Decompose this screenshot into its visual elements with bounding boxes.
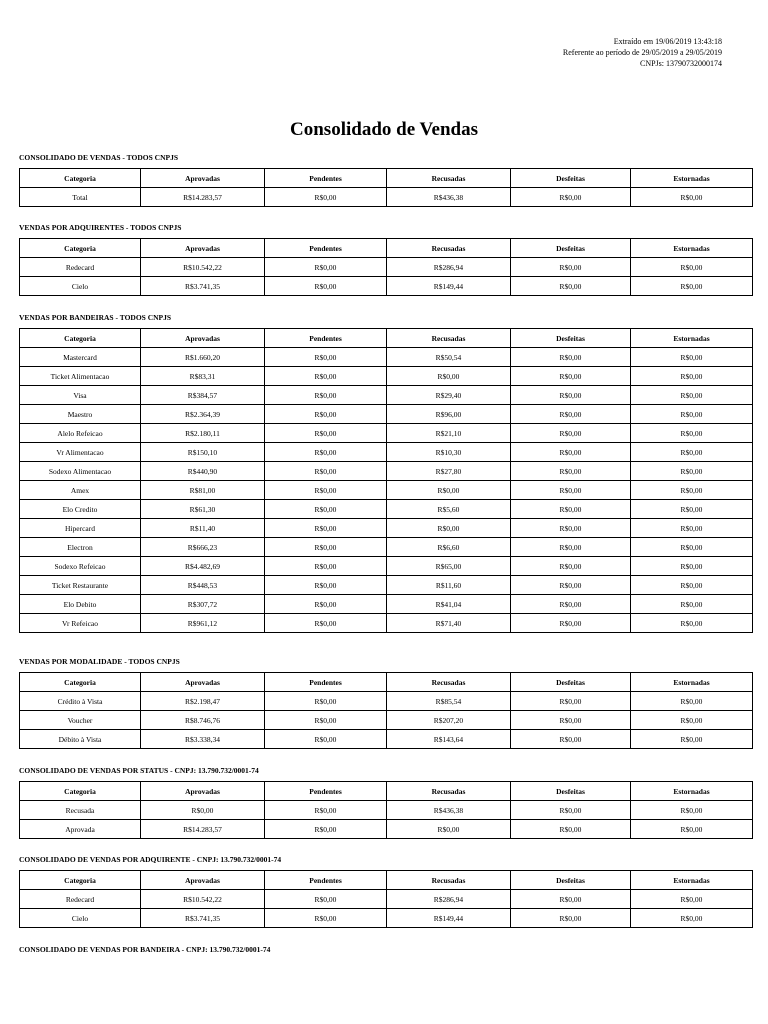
column-header: Estornadas [631,169,753,188]
table-cell: Redecard [20,890,141,909]
table-cell: R$150,10 [141,443,265,462]
table-cell: R$0,00 [265,500,387,519]
table-cell: Crédito à Vista [20,692,141,711]
table-row [20,367,753,386]
table-cell: R$0,00 [631,500,753,519]
table-header-row [20,239,753,258]
table-cell: R$0,00 [511,367,631,386]
table-row [20,595,753,614]
table-cell: Elo Debito [20,595,141,614]
section-title: VENDAS POR ADQUIRENTES - TODOS CNPJS [19,223,182,232]
table-cell: R$0,00 [631,188,753,207]
table-cell: R$0,00 [631,481,753,500]
report-section [19,313,752,633]
table-cell: Ticket Restaurante [20,576,141,595]
column-header: Recusadas [387,169,511,188]
table-cell: R$0,00 [265,909,387,928]
table-cell: R$0,00 [265,692,387,711]
report-section [19,153,752,207]
table-header-row [20,871,753,890]
table-cell: R$65,00 [387,557,511,576]
table-cell: R$3.338,34 [141,730,265,749]
table-cell: R$0,00 [265,614,387,633]
section-title: VENDAS POR MODALIDADE - TODOS CNPJS [19,657,180,666]
table-cell: R$2.198,47 [141,692,265,711]
table-cell: R$0,00 [631,277,753,296]
column-header: Desfeitas [511,871,631,890]
table-cell: Visa [20,386,141,405]
table-cell: R$440,90 [141,462,265,481]
section-title: CONSOLIDADO DE VENDAS - TODOS CNPJS [19,153,178,162]
table-cell: R$0,00 [511,538,631,557]
column-header: Aprovadas [141,169,265,188]
table-cell: R$0,00 [631,692,753,711]
table-cell: R$0,00 [387,481,511,500]
table-cell: Cielo [20,909,141,928]
table-cell: R$10,30 [387,443,511,462]
sales-table [19,328,753,633]
table-cell: R$5,60 [387,500,511,519]
table-cell: Ticket Alimentacao [20,367,141,386]
column-header: Desfeitas [511,673,631,692]
table-cell: Amex [20,481,141,500]
table-cell: R$0,00 [511,730,631,749]
table-cell: Voucher [20,711,141,730]
table-cell: R$436,38 [387,188,511,207]
table-cell: R$0,00 [511,557,631,576]
column-header: Aprovadas [141,782,265,801]
table-cell: R$0,00 [631,538,753,557]
table-cell: R$14.283,57 [141,820,265,839]
sales-table [19,781,753,839]
table-row [20,386,753,405]
table-cell: R$1.660,20 [141,348,265,367]
report-section [19,657,752,749]
table-cell: R$85,54 [387,692,511,711]
report-period: Referente ao período de 29/05/2019 a 29/05/2019 [562,48,722,57]
table-row [20,692,753,711]
table-cell: R$10.542,22 [141,258,265,277]
sales-table [19,672,753,749]
table-cell: Elo Credito [20,500,141,519]
table-cell: R$0,00 [511,386,631,405]
table-cell: R$0,00 [511,188,631,207]
table-header-row [20,329,753,348]
table-cell: R$207,20 [387,711,511,730]
table-cell: R$0,00 [631,348,753,367]
table-cell: Alelo Refeicao [20,424,141,443]
table-cell: R$666,23 [141,538,265,557]
table-row [20,614,753,633]
table-cell: R$286,94 [387,258,511,277]
table-header-row [20,673,753,692]
table-row [20,557,753,576]
table-cell: R$0,00 [631,576,753,595]
table-cell: R$0,00 [265,348,387,367]
report-section [19,855,752,928]
table-cell: R$143,64 [387,730,511,749]
table-cell: Mastercard [20,348,141,367]
table-cell: Electron [20,538,141,557]
table-row [20,538,753,557]
table-cell: R$0,00 [511,277,631,296]
table-row [20,711,753,730]
page-title: Consolidado de Vendas [290,119,478,140]
table-cell: R$0,00 [631,258,753,277]
column-header: Pendentes [265,169,387,188]
table-cell: R$0,00 [265,538,387,557]
table-cell: R$0,00 [265,443,387,462]
table-cell: Redecard [20,258,141,277]
table-cell: R$0,00 [511,519,631,538]
table-cell: R$0,00 [265,462,387,481]
table-row [20,481,753,500]
table-cell: R$0,00 [511,348,631,367]
table-cell: R$11,40 [141,519,265,538]
table-cell: R$0,00 [511,258,631,277]
table-cell: R$0,00 [511,820,631,839]
table-cell: R$0,00 [511,692,631,711]
column-header: Categoria [20,239,141,258]
extracted-date: Extraído em 19/06/2019 13:43:18 [613,37,722,46]
table-row [20,424,753,443]
report-section [19,945,752,955]
column-header: Recusadas [387,782,511,801]
table-cell: R$0,00 [511,890,631,909]
column-header: Categoria [20,871,141,890]
column-header: Estornadas [631,673,753,692]
table-cell: R$0,00 [511,614,631,633]
report-section [19,223,752,296]
table-cell: R$10.542,22 [141,890,265,909]
table-row [20,909,753,928]
column-header: Desfeitas [511,329,631,348]
table-cell: R$29,40 [387,386,511,405]
table-cell: R$0,00 [265,820,387,839]
table-cell: R$961,12 [141,614,265,633]
table-cell: R$81,00 [141,481,265,500]
table-cell: R$14.283,57 [141,188,265,207]
table-header-row [20,782,753,801]
column-header: Estornadas [631,329,753,348]
table-cell: R$384,57 [141,386,265,405]
table-cell: R$0,00 [511,500,631,519]
column-header: Aprovadas [141,871,265,890]
table-cell: R$27,80 [387,462,511,481]
table-cell: R$0,00 [631,519,753,538]
table-row [20,462,753,481]
table-cell: R$436,38 [387,801,511,820]
column-header: Categoria [20,329,141,348]
table-cell: R$0,00 [265,801,387,820]
table-row [20,730,753,749]
column-header: Recusadas [387,673,511,692]
table-cell: R$6,60 [387,538,511,557]
table-cell: Vr Refeicao [20,614,141,633]
section-title: CONSOLIDADO DE VENDAS POR BANDEIRA - CNPJ: 13.790.732/0001-74 [19,945,271,954]
table-cell: R$0,00 [511,576,631,595]
table-row [20,820,753,839]
table-cell: R$0,00 [141,801,265,820]
report-meta [563,36,722,69]
table-cell: R$149,44 [387,909,511,928]
column-header: Aprovadas [141,329,265,348]
report-section [19,766,752,839]
table-cell: R$41,04 [387,595,511,614]
table-cell: R$21,10 [387,424,511,443]
table-cell: R$0,00 [511,443,631,462]
sales-table [19,870,753,928]
column-header: Estornadas [631,782,753,801]
table-row [20,443,753,462]
table-cell: R$0,00 [265,386,387,405]
table-cell: R$0,00 [631,909,753,928]
table-row [20,801,753,820]
table-cell: R$0,00 [631,820,753,839]
column-header: Pendentes [265,782,387,801]
table-cell: R$61,30 [141,500,265,519]
table-cell: Débito à Vista [20,730,141,749]
sales-table [19,168,753,207]
table-cell: R$0,00 [265,367,387,386]
table-cell: R$0,00 [265,481,387,500]
table-cell: R$0,00 [631,443,753,462]
table-cell: R$0,00 [631,595,753,614]
table-cell: Hipercard [20,519,141,538]
table-cell: R$0,00 [511,909,631,928]
column-header: Recusadas [387,329,511,348]
column-header: Categoria [20,169,141,188]
table-cell: R$0,00 [631,557,753,576]
table-cell: R$0,00 [265,711,387,730]
table-cell: R$0,00 [511,424,631,443]
table-cell: R$0,00 [265,188,387,207]
column-header: Recusadas [387,871,511,890]
column-header: Estornadas [631,239,753,258]
table-cell: R$50,54 [387,348,511,367]
table-cell: R$11,60 [387,576,511,595]
column-header: Pendentes [265,239,387,258]
table-cell: Cielo [20,277,141,296]
table-row [20,348,753,367]
table-cell: R$0,00 [631,711,753,730]
table-cell: R$0,00 [265,890,387,909]
table-cell: R$286,94 [387,890,511,909]
sales-table [19,238,753,296]
table-cell: R$0,00 [265,405,387,424]
table-cell: R$0,00 [631,424,753,443]
table-header-row [20,169,753,188]
table-row [20,277,753,296]
table-row [20,576,753,595]
table-cell: R$71,40 [387,614,511,633]
column-header: Desfeitas [511,169,631,188]
table-cell: R$3.741,35 [141,277,265,296]
report-cnpjs: CNPJs: 13790732000174 [639,59,722,68]
table-cell: Aprovada [20,820,141,839]
table-cell: R$0,00 [511,405,631,424]
table-cell: R$0,00 [387,367,511,386]
table-cell: Sodexo Refeicao [20,557,141,576]
column-header: Desfeitas [511,239,631,258]
table-cell: R$0,00 [387,519,511,538]
table-row [20,258,753,277]
column-header: Aprovadas [141,239,265,258]
column-header: Pendentes [265,329,387,348]
table-row [20,500,753,519]
table-cell: R$0,00 [631,386,753,405]
table-cell: R$0,00 [265,576,387,595]
section-title: VENDAS POR BANDEIRAS - TODOS CNPJS [19,313,172,322]
table-cell: R$149,44 [387,277,511,296]
table-row [20,890,753,909]
table-cell: R$4.482,69 [141,557,265,576]
table-cell: R$0,00 [265,557,387,576]
table-cell: Sodexo Alimentacao [20,462,141,481]
table-cell: R$0,00 [387,820,511,839]
column-header: Pendentes [265,871,387,890]
table-cell: R$0,00 [631,614,753,633]
table-cell: R$0,00 [511,462,631,481]
column-header: Categoria [20,673,141,692]
table-cell: R$0,00 [265,595,387,614]
table-row [20,188,753,207]
table-cell: R$0,00 [631,405,753,424]
table-cell: R$0,00 [265,424,387,443]
table-cell: R$2.364,39 [141,405,265,424]
table-cell: R$0,00 [265,277,387,296]
table-cell: R$0,00 [511,481,631,500]
table-cell: R$448,53 [141,576,265,595]
table-cell: R$0,00 [511,595,631,614]
column-header: Desfeitas [511,782,631,801]
table-cell: R$83,31 [141,367,265,386]
column-header: Estornadas [631,871,753,890]
column-header: Recusadas [387,239,511,258]
table-cell: R$96,00 [387,405,511,424]
table-cell: R$0,00 [265,258,387,277]
column-header: Aprovadas [141,673,265,692]
table-cell: R$0,00 [265,730,387,749]
table-cell: R$2.180,11 [141,424,265,443]
table-cell: R$8.746,76 [141,711,265,730]
column-header: Categoria [20,782,141,801]
table-cell: Total [20,188,141,207]
table-cell: R$0,00 [631,367,753,386]
table-cell: R$0,00 [511,801,631,820]
section-title: CONSOLIDADO DE VENDAS POR STATUS - CNPJ: 13.790.732/0001-74 [19,766,259,775]
table-cell: R$0,00 [631,801,753,820]
table-cell: R$0,00 [631,462,753,481]
table-cell: R$3.741,35 [141,909,265,928]
table-cell: R$0,00 [631,730,753,749]
table-cell: R$0,00 [511,711,631,730]
section-title: CONSOLIDADO DE VENDAS POR ADQUIRENTE - CNPJ: 13.790.732/0001-74 [19,855,282,864]
table-cell: R$0,00 [631,890,753,909]
table-cell: Vr Alimentacao [20,443,141,462]
table-row [20,519,753,538]
column-header: Pendentes [265,673,387,692]
table-cell: Recusada [20,801,141,820]
table-cell: R$0,00 [265,519,387,538]
table-row [20,405,753,424]
table-cell: Maestro [20,405,141,424]
table-cell: R$307,72 [141,595,265,614]
